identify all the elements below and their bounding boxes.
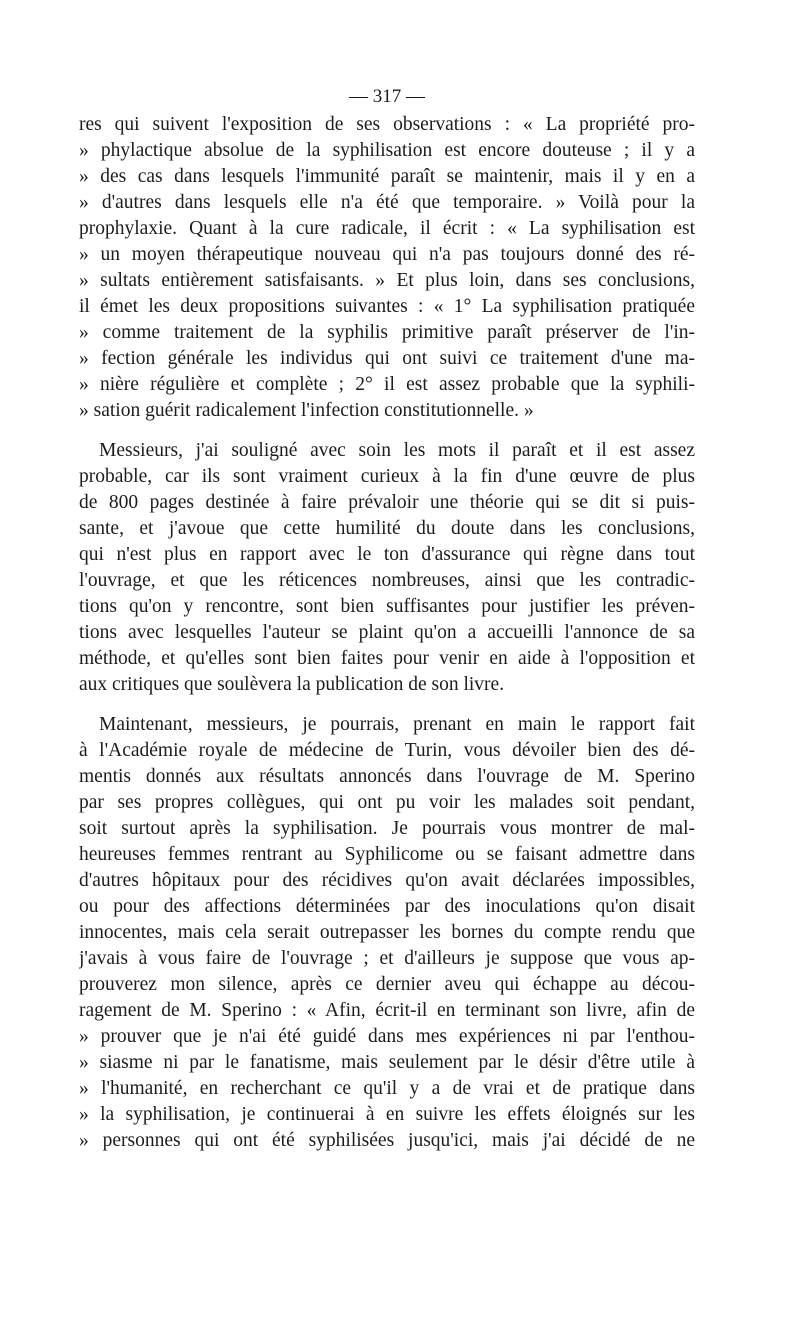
- text-line: » nière régulière et complète ; 2° il est assez probable que la syphili-: [79, 374, 695, 395]
- text-line: Messieurs, j'ai souligné avec soin les mots il paraît et il est assez: [99, 440, 695, 461]
- text-line: prophylaxie. Quant à la cure radicale, il écrit : « La syphilisation est: [79, 218, 695, 239]
- text-line: » sultats entièrement satisfaisants. » Et plus loin, dans ses conclusions,: [79, 270, 695, 291]
- text-line: » comme traitement de la syphilis primitive paraît préserver de l'in-: [79, 322, 695, 343]
- text-line: à l'Académie royale de médecine de Turin, vous dévoiler bien des dé-: [79, 740, 695, 761]
- text-line: ragement de M. Sperino : « Afin, écrit-il en terminant son livre, afin de: [79, 1000, 695, 1021]
- text-line: par ses propres collègues, qui ont pu voir les malades soit pendant,: [79, 792, 695, 813]
- text-line: tions avec lesquelles l'auteur se plaint qu'on a accueilli l'annonce de sa: [79, 622, 695, 643]
- text-line: il émet les deux propositions suivantes : « 1° La syphilisation pratiquée: [79, 296, 695, 317]
- text-line: tions qu'on y rencontre, sont bien suffisantes pour justifier les préven-: [79, 596, 695, 617]
- text-line: heureuses femmes rentrant au Syphilicome ou se faisant admettre dans: [79, 844, 695, 865]
- text-line: probable, car ils sont vraiment curieux à la fin d'une œuvre de plus: [79, 466, 695, 487]
- text-line: j'avais à vous faire de l'ouvrage ; et d'ailleurs je suppose que vous ap-: [79, 948, 695, 969]
- text-line: soit surtout après la syphilisation. Je pourrais vous montrer de mal-: [79, 818, 695, 839]
- text-line: » siasme ni par le fanatisme, mais seulement par le désir d'être utile à: [79, 1052, 695, 1073]
- text-line: » l'humanité, en recherchant ce qu'il y a de vrai et de pratique dans: [79, 1078, 695, 1099]
- text-body: [79, 112, 695, 1154]
- text-line: Maintenant, messieurs, je pourrais, prenant en main le rapport fait: [99, 714, 695, 735]
- text-line: méthode, et qu'elles sont bien faites pour venir en aide à l'opposition et: [79, 648, 695, 669]
- text-line: qui n'est plus en rapport avec le ton d'assurance qui règne dans tout: [79, 544, 695, 565]
- paragraph: [79, 438, 695, 698]
- text-line: » sation guérit radicalement l'infection constitutionnelle. »: [79, 400, 534, 421]
- text-line: res qui suivent l'exposition de ses observations : « La propriété pro-: [79, 114, 695, 135]
- page-number: — 317 —: [349, 86, 425, 107]
- text-line: » la syphilisation, je continuerai à en suivre les effets éloignés sur les: [79, 1104, 695, 1125]
- text-line: de 800 pages destinée à faire prévaloir une théorie qui se dit si puis-: [79, 492, 695, 513]
- text-line: innocentes, mais cela serait outrepasser les bornes du compte rendu que: [79, 922, 695, 943]
- text-line: » fection générale les individus qui ont suivi ce traitement d'une ma-: [79, 348, 695, 369]
- text-line: aux critiques que soulèvera la publication de son livre.: [79, 674, 505, 695]
- text-line: » personnes qui ont été syphilisées jusqu'ici, mais j'ai décidé de ne: [79, 1130, 695, 1151]
- text-line: » d'autres dans lesquels elle n'a été que temporaire. » Voilà pour la: [79, 192, 695, 213]
- text-line: sante, et j'avoue que cette humilité du doute dans les conclusions,: [79, 518, 695, 539]
- text-line: l'ouvrage, et que les réticences nombreuses, ainsi que les contradic-: [79, 570, 695, 591]
- text-line: d'autres hôpitaux pour des récidives qu'on avait déclarées impossibles,: [79, 870, 695, 891]
- text-line: ou pour des affections déterminées par des inoculations qu'on disait: [79, 896, 695, 917]
- text-line: » prouver que je n'ai été guidé dans mes expériences ni par l'enthou-: [79, 1026, 695, 1047]
- paragraph: [79, 112, 695, 424]
- paragraph: [79, 712, 695, 1154]
- text-line: » des cas dans lesquels l'immunité paraît se maintenir, mais il y en a: [79, 166, 695, 187]
- text-line: prouverez mon silence, après ce dernier aveu qui échappe au décou-: [79, 974, 695, 995]
- text-line: » un moyen thérapeutique nouveau qui n'a pas toujours donné des ré-: [79, 244, 695, 265]
- text-line: » phylactique absolue de la syphilisation est encore douteuse ; il y a: [79, 140, 695, 161]
- document-page: [79, 84, 695, 1154]
- text-line: mentis donnés aux résultats annoncés dans l'ouvrage de M. Sperino: [79, 766, 695, 787]
